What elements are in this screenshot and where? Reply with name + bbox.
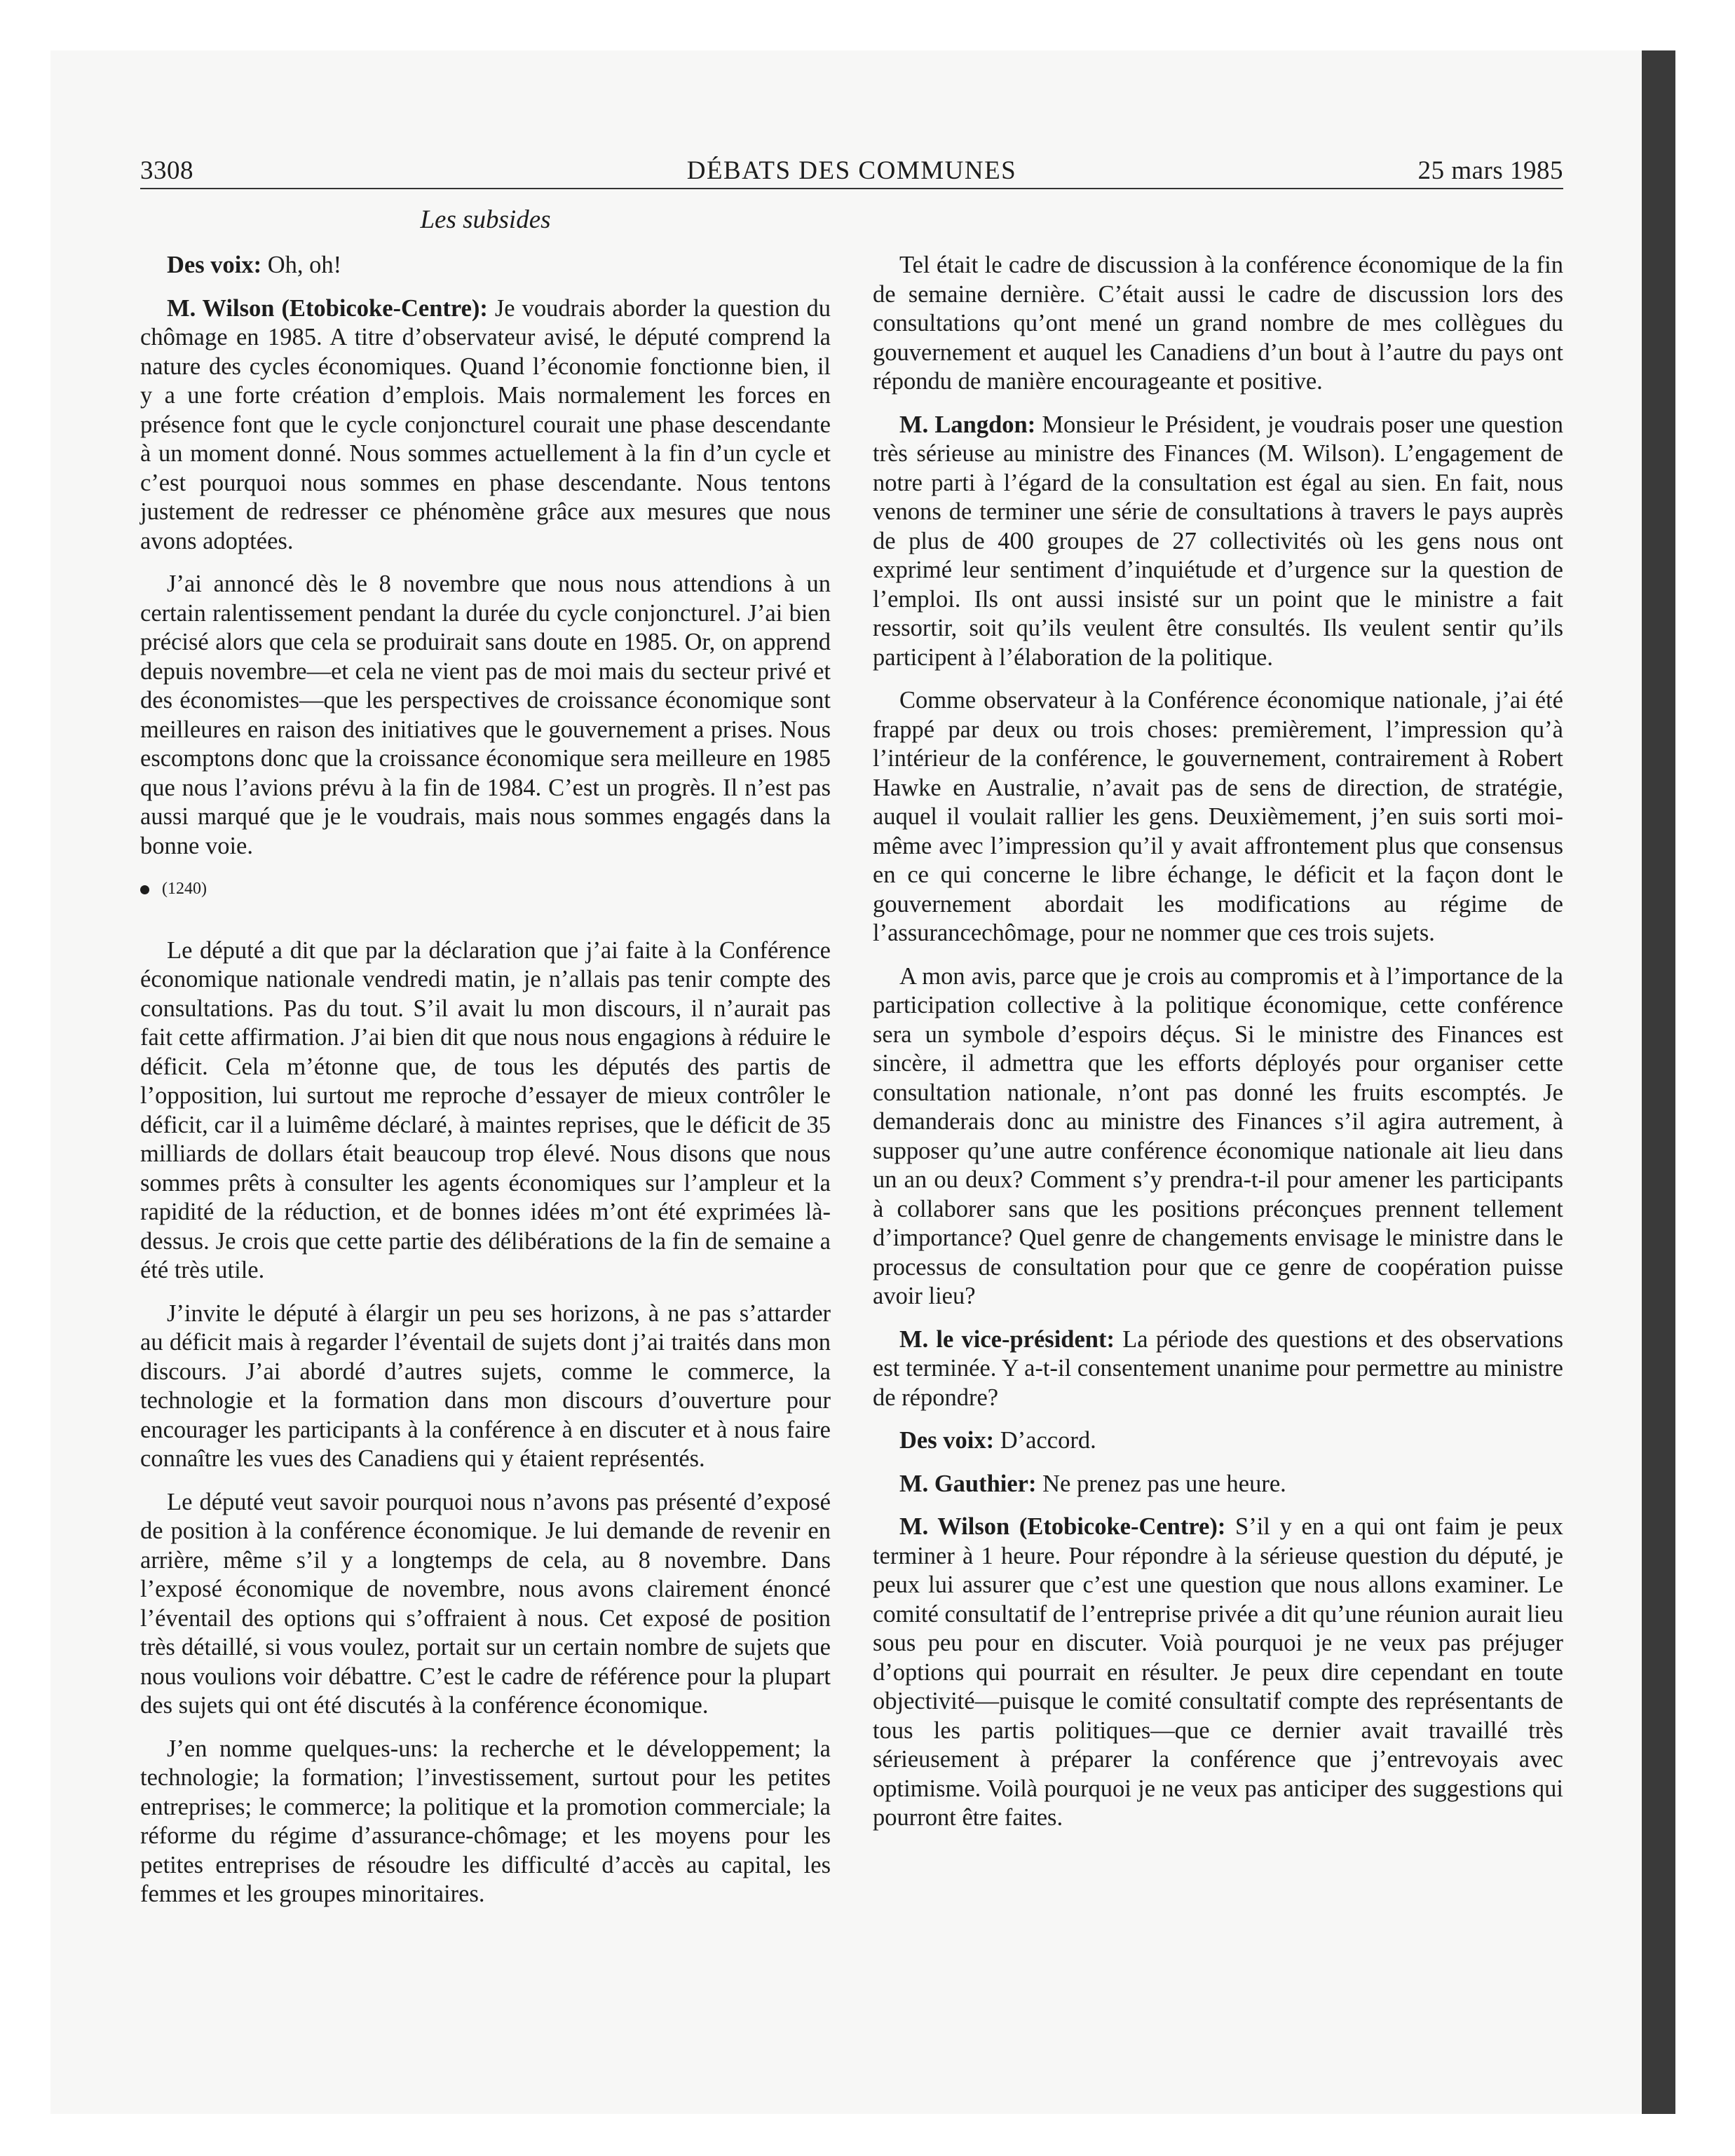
paragraph <box>873 1426 1563 1456</box>
paragraph: J’en nomme quelques-uns: la recherche et le développement; la technologie; la formation; l’investissement, surtout pour les petites entreprises; le commerce; la politique et la promotion commerciale; la réforme du régime d’assurance-chômage; et les moyens pour les petites entreprises de résoudre les difficulté d’accès au capital, les femmes et les groupes minoritaires. <box>140 1735 831 1907</box>
paragraph-text: S’il y en a qui ont faim je peux terminer à 1 heure. Pour répondre à la sérieuse question du député, je peux lui assurer que c’est une question que nous allons examiner. Le comité consultatif de l’entreprise privée a dit qu’une réunion aurait lieu sous peu pour en discuter. Voià pourquoi je ne veux pas préjuger d’options qui pourrait en résulter. Je peux dire cependant en toute objectivité—puisque le comité consultatif compte des représentants de tous les partis politiques—que ce dernier avait travaillé très sérieusement à préparer la conférence que j’entrevoyais avec optimisme. Voilà pourquoi je ne veux pas anticiper des suggestions qui pourront être faites. <box>873 1513 1564 1831</box>
left-column <box>140 251 831 1923</box>
bullet-icon <box>140 885 149 894</box>
scan-edge-shadow <box>1642 50 1675 2114</box>
paragraph-text: La période des questions et des observations est terminée. Y a-t-il consentement unanime pour permettre au ministre de répondre? <box>873 1325 1563 1411</box>
paragraph-text: Je voudrais aborder la question du chômage en 1985. A titre d’observateur avisé, le député comprend la nature des cycles économiques. Quand l’économie fonctionne bien, il y a une forte création d’emplois. Mais normalement les forces en présence font que le cycle conjoncturel courait une phase descendante à un moment donné. Nous sommes actuellement à la fin d’un cycle et c’est pourquoi nous sommes en phase descendante. Nous tentons justement de redresser ce phénomène grâce aux mesures que nous avons adoptées. <box>140 294 831 554</box>
paragraph: Tel était le cadre de discussion à la conférence économique de la fin de semaine dernière. C’était aussi le cadre de discussion lors des consultations qu’ont mené un grand nombre de mes collègues du gouvernement et auquel les Canadiens d’un bout à l’autre du pays ont répondu de manière encourageante et positive. <box>873 252 1563 395</box>
time-marker-text: (1240) <box>162 880 207 898</box>
paragraph-text: D’accord. <box>994 1427 1096 1454</box>
speaker-name: M. Wilson (Etobicoke-Centre): <box>899 1513 1226 1540</box>
page-number: 3308 <box>140 156 193 185</box>
header-rule <box>140 188 1563 189</box>
speaker-name: M. Langdon: <box>899 411 1036 438</box>
publication-date: 25 mars 1985 <box>1417 156 1563 185</box>
section-title: Les subsides <box>420 205 551 234</box>
time-marker <box>140 875 831 904</box>
paragraph-text: Oh, oh! <box>261 252 342 278</box>
paragraph <box>873 1470 1563 1499</box>
paragraph-text: Monsieur le Président, je voudrais poser une question très sérieuse au ministre des Finances (M. Wilson). L’engagement de notre parti à l’égard de la consultation est égal au sien. En fait, nous venons de terminer une série de consultations à travers le pays auprès de plus de 400 groupes de 27 collectivités où les gens nous ont exprimé leur sentiment d’inquiétude et d’urgence sur la question de l’emploi. Ils ont aussi insisté sur un point que le ministre a fait ressortir, soit qu’ils veulent être consultés. Ils veulent sentir qu’ils participent à l’élaboration de la politique. <box>873 411 1563 671</box>
paragraph <box>873 411 1563 673</box>
speaker-name: Des voix: <box>899 1427 995 1454</box>
speaker-name: Des voix: <box>167 252 262 278</box>
paragraph <box>140 294 831 557</box>
speaker-name: M. Gauthier: <box>899 1470 1037 1497</box>
paragraph <box>873 1325 1563 1413</box>
paragraph <box>873 1513 1563 1833</box>
paragraph <box>140 251 831 280</box>
paragraph: J’invite le député à élargir un peu ses horizons, à ne pas s’attarder au déficit mais à regarder l’éventail de sujets dont j’ai traités dans mon discours. J’ai abordé d’autres sujets, comme le commerce, la technologie et la formation dans mon discours d’ouverture pour encourager les participants à la conférence à en discuter et à nous faire connaître les vues des Canadiens qui y étaient représentés. <box>140 1299 831 1472</box>
paragraph: A mon avis, parce que je crois au compromis et à l’importance de la participation collective à la politique économique, cette conférence sera un symbole d’espoirs déçus. Si le ministre des Finances est sincère, il admettra que les efforts déployés pour organiser cette consultation nationale, n’ont pas donné les fruits escomptés. Je demanderais donc au ministre des Finances s’il agira autrement, à supposer qu’une autre conférence économique nationale ait lieu dans un an ou deux? Comment s’y prendra-t-il pour amener les participants à collaborer sans que les positions préconçues prennent tellement d’importance? Quel genre de changements envisage le ministre dans le processus de consultation pour que ce genre de coopération puisse avoir lieu? <box>873 962 1563 1309</box>
right-column <box>873 251 1563 1847</box>
speaker-name: M. Wilson (Etobicoke-Centre): <box>167 294 488 322</box>
paragraph: Le député a dit que par la déclaration que j’ai faite à la Conférence économique nationale vendredi matin, je n’allais pas tenir compte des consultations. Pas du tout. S’il avait lu mon discours, il n’aurait pas fait cette affirmation. J’ai bien dit que nous nous engagions à réduire le déficit. Cela m’étonne que, de tous les députés des partis de l’opposition, lui surtout me reproche d’essayer de mieux contrôler le déficit, car il a luimême déclaré, à maintes reprises, que le déficit de 35 milliards de dollars était beaucoup trop élevé. Nous disons que nous sommes prêts à consulter les agents économiques sur l’ampleur et la rapidité de la réduction, et de bonnes idées m’ont été exprimées là-dessus. Je crois que cette partie des délibérations de la fin de semaine a été très utile. <box>140 936 831 1283</box>
paragraph: Comme observateur à la Conférence économique nationale, j’ai été frappé par deux ou trois choses: premièrement, l’impression qu’à l’intérieur de la conférence, le gouvernement, contrairement à Robert Hawke en Australie, n’avait pas de sens de direction, de stratégie, auquel il voulait rallier les gens. Deuxièmement, j’en suis sorti moi-même avec l’impression qu’il y avait affrontement plus que consensus en ce qui concerne le libre échange, le déficit et la façon dont le gouvernement abordait les modifications au régime de l’assurancechômage, pour ne nommer que ces trois sujets. <box>873 687 1563 946</box>
paragraph: Le député veut savoir pourquoi nous n’avons pas présenté d’exposé de position à la conférence économique. Je lui demande de revenir en arrière, même s’il y a longtemps de cela, au 8 novembre. Dans l’exposé économique de novembre, nous avons clairement énoncé l’éventail des options qui s’offraient à nous. Cet exposé de position très détaillé, si vous voulez, portait sur un certain nombre de sujets que nous voulions voir débattre. C’est le cadre de référence pour la plupart des sujets qui ont été discutés à la conférence économique. <box>140 1488 831 1719</box>
paragraph: J’ai annoncé dès le 8 novembre que nous nous attendions à un certain ralentissement pendant la durée du cycle conjoncturel. J’ai bien précisé alors que cela se produirait sans doute en 1985. Or, on apprend depuis novembre—et cela ne vient pas de moi mais du secteur privé et des économistes—que les perspectives de croissance économique sont meilleures en raison des initiatives que le gouvernement a prises. Nous escomptons donc que la croissance économique sera meilleure en 1985 que nous l’avions prévu à la fin de 1984. C’est un progrès. Il n’est pas aussi marqué que je le voudrais, mais nous sommes engagés dans la bonne voie. <box>140 571 831 859</box>
paragraph-text: Ne prenez pas une heure. <box>1036 1470 1286 1497</box>
page-header <box>140 156 1563 192</box>
speaker-name: M. le vice-président: <box>899 1325 1115 1353</box>
publication-title: DÉBATS DES COMMUNES <box>686 156 1017 185</box>
